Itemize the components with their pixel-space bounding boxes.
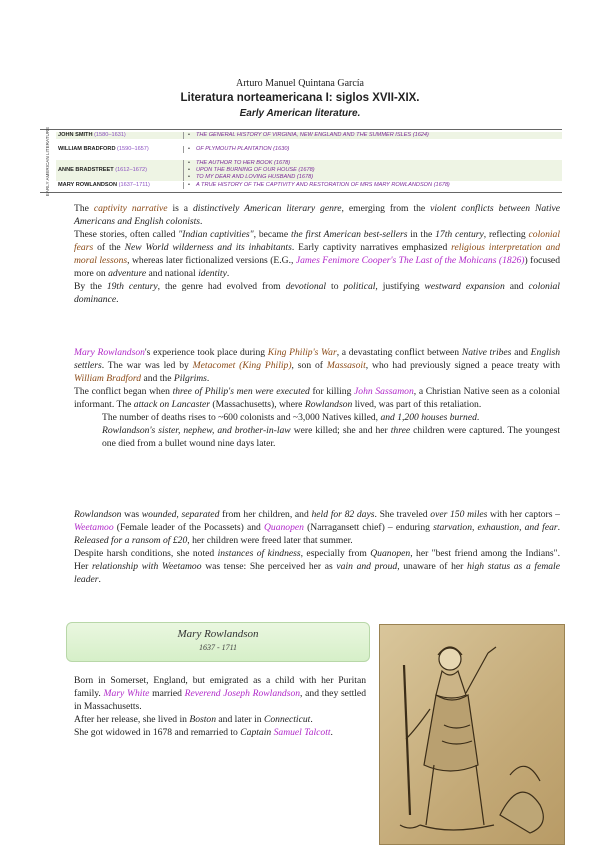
- page-title: Literatura norteamericana I: siglos XVII-XIX.: [180, 92, 420, 104]
- authors-table: [40, 126, 562, 196]
- table-row: ANNE BRADSTREET (1612–1672) • THE AUTHOR TO HER BOOK (1678) • UPON THE BURNING OF OUR HOUSE (1678) • TO MY DEAR AND LOVING HUSBAND (1678): [56, 160, 562, 181]
- section-biography: Born in Somerset, England, but emigrated as a child with her Puritan family. Mary White married Reverend Joseph Rowlandson, and they settled in Massachusetts. After her release, she lived in Boston and later in Connecticut. She got widowed in 1678 and remarried to Captain Samuel Talcott.: [74, 675, 366, 738]
- table-row: JOHN SMITH (1580–1631) • THE GENERAL HISTORY OF VIRGINIA, NEW ENGLAND AND THE SUMMER ISLES (1624): [56, 132, 562, 139]
- portrait-image: [379, 624, 565, 845]
- author-name: Arturo Manuel Quintana García: [235, 78, 364, 89]
- section-captivity: Rowlandson was wounded, separated from her children, and held for 82 days. She traveled over 150 miles with her captors – Weetamoo (Female leader of the Pocassets) and Quanopen (Narragansett chief) – enduring starvation, exhaustion, and fear. Released for a ransom of £20, her children were freed later that summer. Despite harsh conditions, she noted instances of kindness, especially from Quanopen, her "best friend among the Indians". Her relationship with Weetamoo was tense: She perceived her as vain and proud, unaware of her high status as a female leader.: [74, 509, 561, 585]
- table-side-label: EARLY AMERICAN LITERATURE: [45, 126, 51, 196]
- name-banner: [66, 622, 370, 662]
- section-captivity-narrative: The captivity narrative is a distinctively American literary genre, emerging from the violent conflicts between Native Americans and English colonists. These stories, often called "Indian captivities", became the first American best-sellers in the 17th century, reflecting colonial fears of the New World wilderness and its inhabitants. Early captivity narratives emphasized religious interpretation and moral lessons, whereas later fictionalized versions (E.G., James Fenimore Cooper's The Last of the Mohicans (1826)) focused more on adventure and national identity. By the 19th century, the genre had evolved from devotional to political, justifying westward expansion and colonial dominance.: [74, 203, 560, 305]
- banner-dates: 1637 - 1711: [198, 643, 238, 652]
- section-king-philips-war: Mary Rowlandson's experience took place during King Philip's War, a devastating conflict between Native tribes and English settlers. The war was led by Metacomet (King Philip), son of Massasoit, who had previously signed a peace treaty with William Bradford and the Pilgrims. The conflict began when three of Philip's men were executed for killing John Sassamon, a Christian Native seen as a colonial informant. The attack on Lancaster (Massachusetts), where Rowlandson lived, was part of this retaliation. The number of deaths rises to ~600 colonists and ~3,000 Natives killed, and 1,200 houses burned. Rowlandson's sister, nephew, and brother-in-law were killed; she and her three children were captured. The youngest one died from a bullet wound nine days later.: [74, 347, 561, 449]
- table-row: MARY ROWLANDSON (1637–1711) • A TRUE HISTORY OF THE CAPTIVITY AND RESTORATION OF MRS MARY ROWLANDSON (1678): [56, 182, 562, 189]
- woman-with-rifle-icon: [380, 625, 564, 844]
- banner-name: Mary Rowlandson: [177, 628, 259, 640]
- table-row: WILLIAM BRADFORD (1590–1657) • OF PLYMOUTH PLANTATION (1630): [56, 146, 562, 153]
- page-subtitle: Early American literature.: [239, 108, 361, 119]
